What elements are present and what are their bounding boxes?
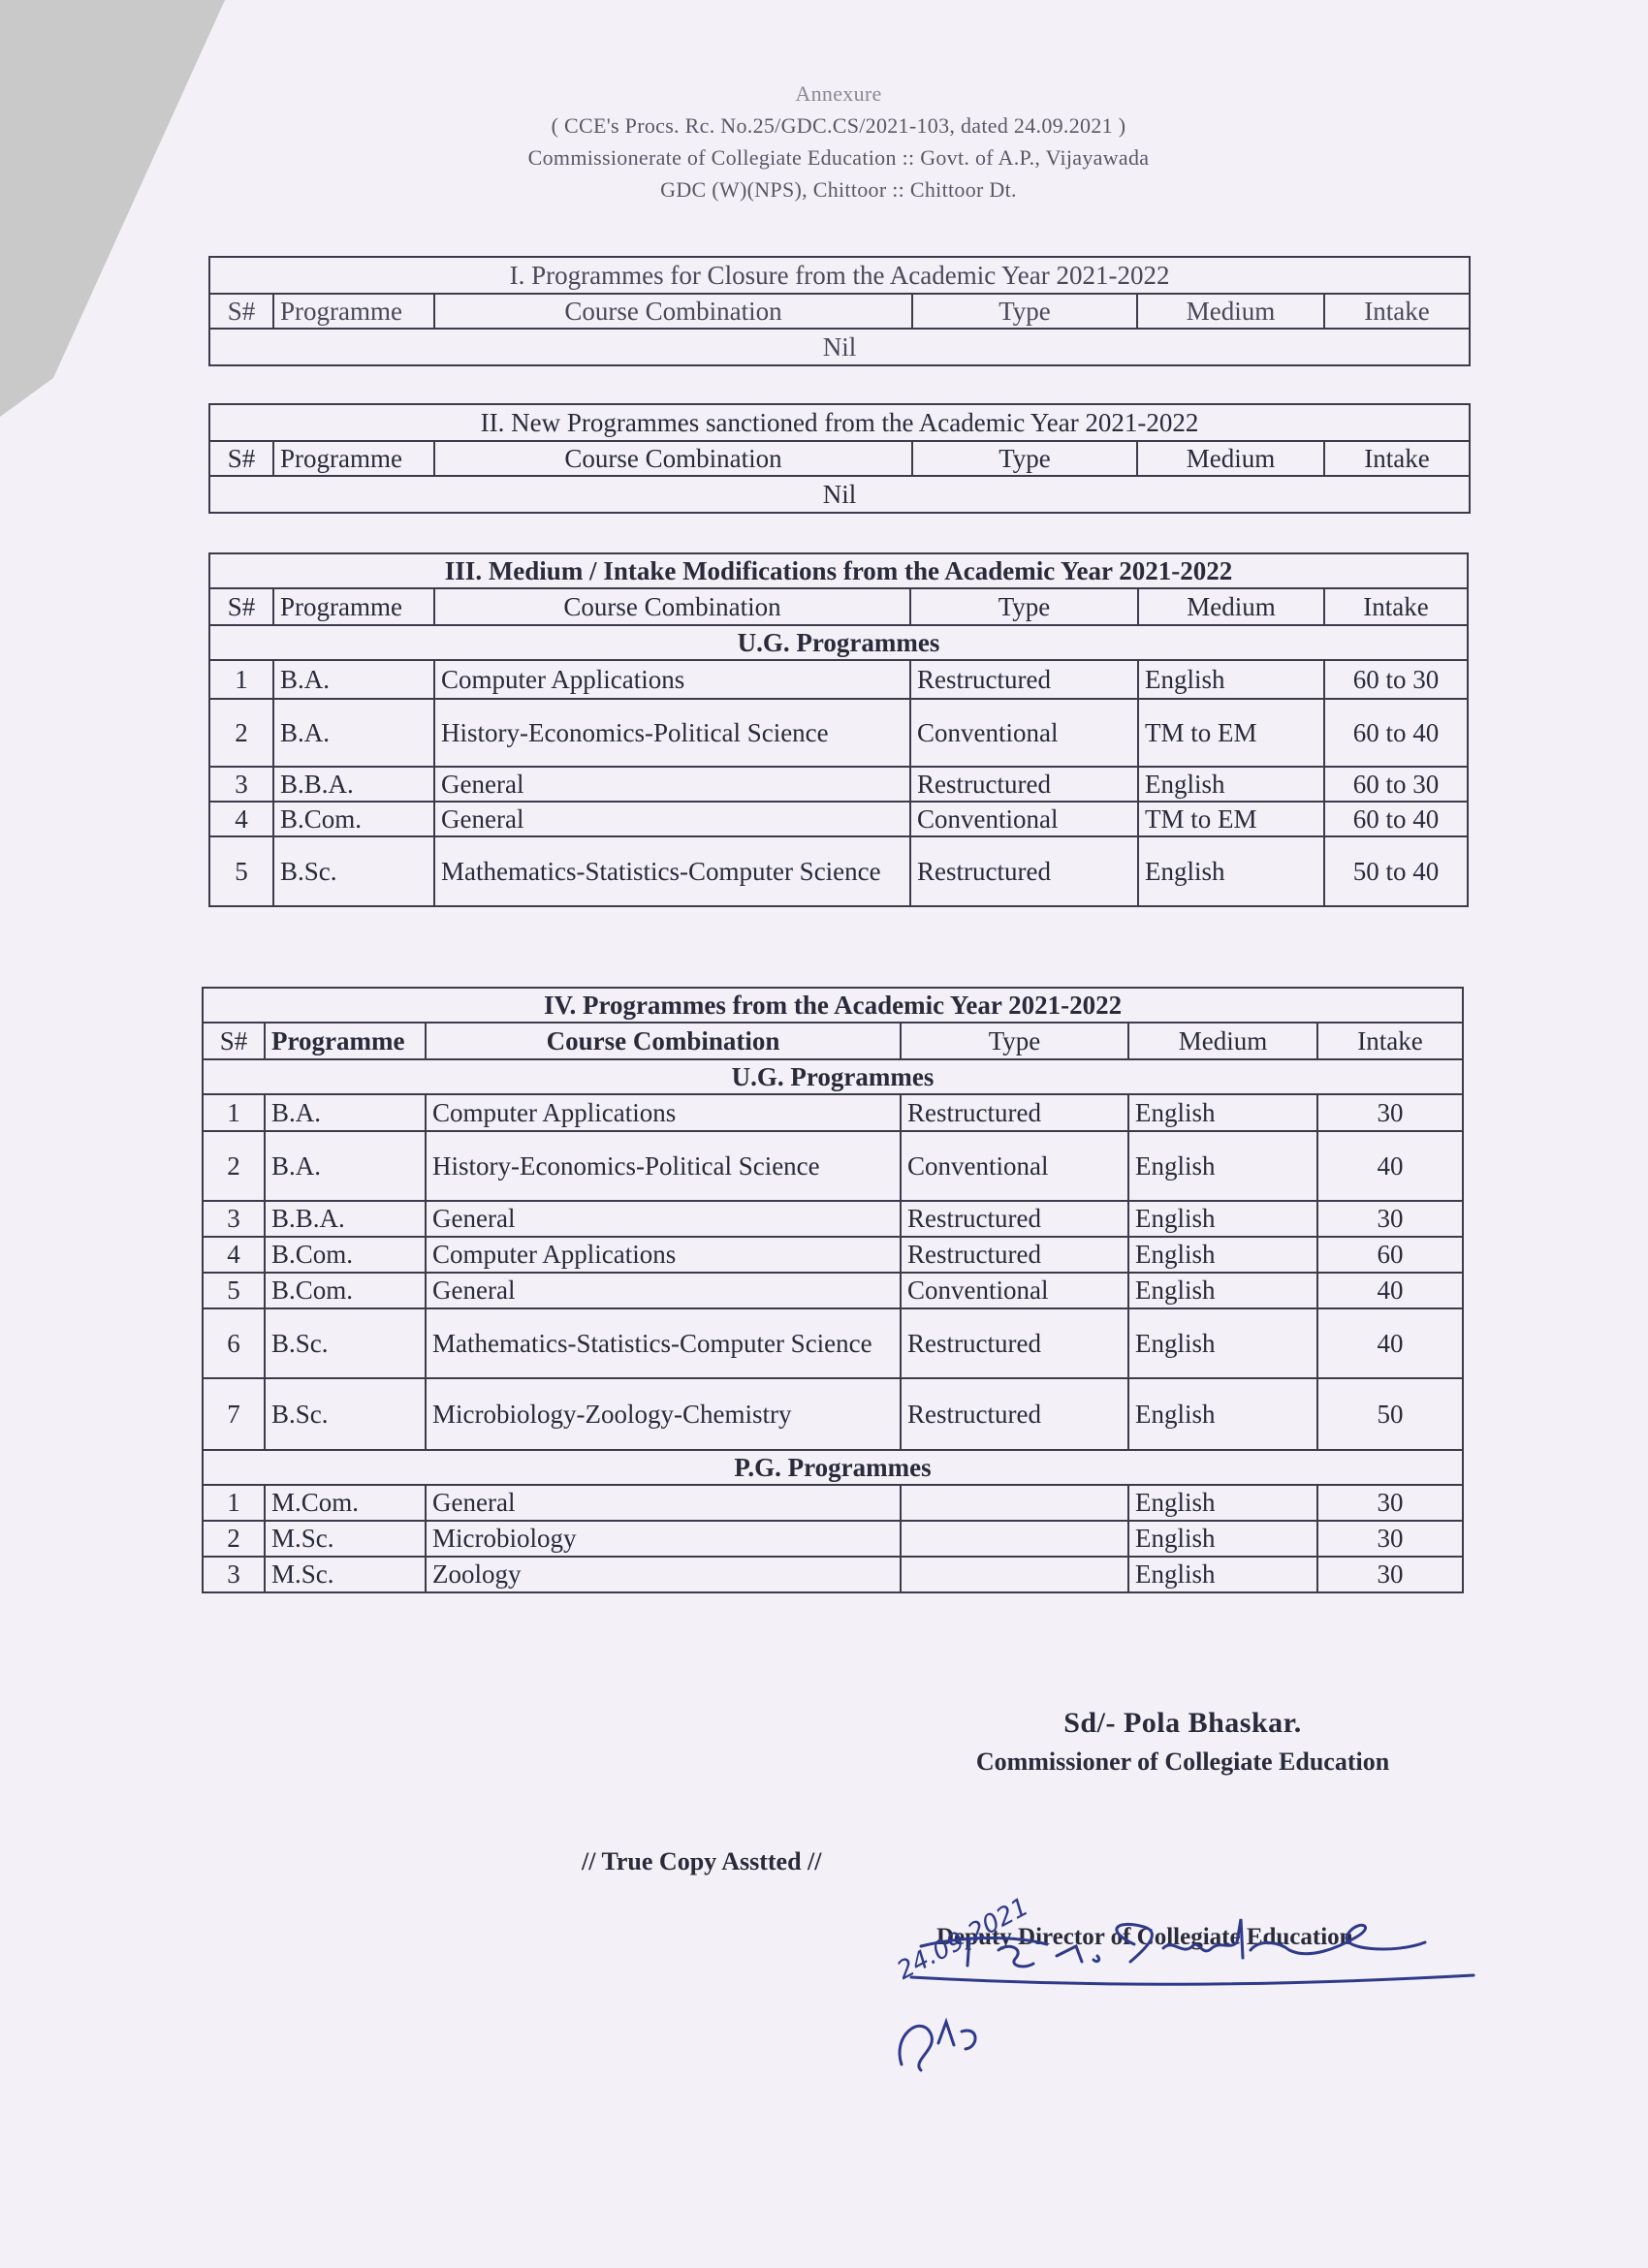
cell-medium: English bbox=[1128, 1557, 1317, 1592]
cell-intake: 30 bbox=[1317, 1557, 1463, 1592]
cell-course: General bbox=[426, 1201, 901, 1237]
col-intake: Intake bbox=[1317, 1023, 1463, 1059]
col-type: Type bbox=[912, 441, 1137, 476]
col-type: Type bbox=[910, 588, 1138, 625]
cell-medium: English bbox=[1128, 1308, 1317, 1378]
cell-course: Microbiology bbox=[426, 1521, 901, 1557]
cell-sno: 3 bbox=[209, 767, 273, 802]
modifications-table bbox=[208, 552, 1469, 907]
col-course: Course Combination bbox=[434, 294, 912, 329]
cell-intake: 50 bbox=[1317, 1378, 1463, 1450]
cell-type: Conventional bbox=[901, 1131, 1128, 1201]
group-heading-ug: U.G. Programmes bbox=[203, 1059, 1463, 1094]
programmes-table bbox=[202, 987, 1464, 1593]
cell-sno: 4 bbox=[209, 802, 273, 836]
cell-course: Computer Applications bbox=[426, 1094, 901, 1131]
cell-medium: TM to EM bbox=[1138, 699, 1324, 767]
cell-sno: 3 bbox=[203, 1201, 265, 1237]
table-row bbox=[203, 1378, 1463, 1450]
cell-intake: 60 to 30 bbox=[1324, 767, 1468, 802]
cell-medium: English bbox=[1128, 1521, 1317, 1557]
col-type: Type bbox=[901, 1023, 1128, 1059]
cell-sno: 2 bbox=[203, 1521, 265, 1557]
cell-course: Computer Applications bbox=[426, 1237, 901, 1273]
empty-note: Nil bbox=[209, 329, 1470, 365]
table-row bbox=[203, 1521, 1463, 1557]
cell-medium: English bbox=[1128, 1273, 1317, 1308]
cell-type: Restructured bbox=[910, 660, 1138, 699]
cell-sno: 6 bbox=[203, 1308, 265, 1378]
table-row bbox=[203, 1201, 1463, 1237]
cell-type: Restructured bbox=[901, 1201, 1128, 1237]
cell-course: General bbox=[434, 767, 910, 802]
signature-block bbox=[911, 1702, 1454, 1780]
cell-course: General bbox=[434, 802, 910, 836]
cell-programme: B.Com. bbox=[265, 1237, 426, 1273]
signatory-designation: Commissioner of Collegiate Education bbox=[975, 1748, 1390, 1776]
cell-type: Restructured bbox=[901, 1308, 1128, 1378]
cell-intake: 50 to 40 bbox=[1324, 836, 1468, 906]
cell-type: Conventional bbox=[901, 1273, 1128, 1308]
cell-programme: B.A. bbox=[265, 1094, 426, 1131]
cell-type: Restructured bbox=[910, 767, 1138, 802]
col-sno: S# bbox=[203, 1023, 265, 1059]
table-row bbox=[203, 1094, 1463, 1131]
cell-type: Restructured bbox=[901, 1378, 1128, 1450]
proceedings-reference: ( CCE's Procs. Rc. No.25/GDC.CS/2021-103, dated 24.09.2021 ) bbox=[551, 113, 1126, 138]
group-heading-pg: P.G. Programmes bbox=[203, 1450, 1463, 1485]
empty-note: Nil bbox=[209, 476, 1470, 513]
cell-course: General bbox=[426, 1485, 901, 1521]
cell-programme: B.Sc. bbox=[273, 836, 434, 906]
cell-sno: 5 bbox=[209, 836, 273, 906]
college-line: GDC (W)(NPS), Chittoor :: Chittoor Dt. bbox=[660, 177, 1017, 202]
col-sno: S# bbox=[209, 294, 273, 329]
cell-intake: 40 bbox=[1317, 1273, 1463, 1308]
cell-intake: 60 to 30 bbox=[1324, 660, 1468, 699]
group-heading-ug: U.G. Programmes bbox=[209, 625, 1468, 660]
col-sno: S# bbox=[209, 588, 273, 625]
col-medium: Medium bbox=[1137, 294, 1324, 329]
cell-medium: TM to EM bbox=[1138, 802, 1324, 836]
table-row bbox=[203, 1308, 1463, 1378]
cell-sno: 2 bbox=[203, 1131, 265, 1201]
cell-sno: 3 bbox=[203, 1557, 265, 1592]
cell-programme: B.B.A. bbox=[273, 767, 434, 802]
col-programme: Programme bbox=[273, 441, 434, 476]
cell-intake: 40 bbox=[1317, 1131, 1463, 1201]
cell-course: Computer Applications bbox=[434, 660, 910, 699]
cell-course: General bbox=[426, 1273, 901, 1308]
cell-medium: English bbox=[1128, 1378, 1317, 1450]
cell-programme: B.Sc. bbox=[265, 1308, 426, 1378]
col-course: Course Combination bbox=[434, 441, 912, 476]
cell-medium: English bbox=[1128, 1485, 1317, 1521]
col-medium: Medium bbox=[1138, 588, 1324, 625]
col-type: Type bbox=[912, 294, 1137, 329]
table-row bbox=[203, 1273, 1463, 1308]
cell-type: Restructured bbox=[901, 1094, 1128, 1131]
col-medium: Medium bbox=[1137, 441, 1324, 476]
handwritten-date: 24.09.2021 bbox=[892, 1892, 1034, 1986]
cell-intake: 30 bbox=[1317, 1094, 1463, 1131]
cell-course: Microbiology-Zoology-Chemistry bbox=[426, 1378, 901, 1450]
cell-programme: B.A. bbox=[273, 660, 434, 699]
cell-programme: B.A. bbox=[273, 699, 434, 767]
cell-programme: M.Sc. bbox=[265, 1521, 426, 1557]
cell-intake: 30 bbox=[1317, 1485, 1463, 1521]
cell-type bbox=[901, 1521, 1128, 1557]
cell-sno: 1 bbox=[203, 1094, 265, 1131]
cell-medium: English bbox=[1138, 660, 1324, 699]
section-title: II. New Programmes sanctioned from the Academic Year 2021-2022 bbox=[209, 404, 1470, 441]
col-course: Course Combination bbox=[426, 1023, 901, 1059]
cell-programme: B.A. bbox=[265, 1131, 426, 1201]
cell-course: History-Economics-Political Science bbox=[426, 1131, 901, 1201]
cell-sno: 2 bbox=[209, 699, 273, 767]
table-row bbox=[209, 836, 1468, 906]
cell-sno: 4 bbox=[203, 1237, 265, 1273]
cell-intake: 60 to 40 bbox=[1324, 699, 1468, 767]
cell-intake: 30 bbox=[1317, 1201, 1463, 1237]
cell-medium: English bbox=[1128, 1201, 1317, 1237]
cell-sno: 5 bbox=[203, 1273, 265, 1308]
section-title: IV. Programmes from the Academic Year 2021-2022 bbox=[203, 988, 1463, 1023]
col-programme: Programme bbox=[273, 294, 434, 329]
new-programmes-table bbox=[208, 403, 1471, 514]
cell-medium: English bbox=[1128, 1094, 1317, 1131]
commissionerate-line: Commissionerate of Collegiate Education :: Govt. of A.P., Vijayawada bbox=[527, 145, 1150, 170]
cell-programme: B.B.A. bbox=[265, 1201, 426, 1237]
cell-intake: 40 bbox=[1317, 1308, 1463, 1378]
cell-type bbox=[901, 1557, 1128, 1592]
annexure-label: Annexure bbox=[795, 81, 882, 106]
cell-medium: English bbox=[1138, 767, 1324, 802]
col-intake: Intake bbox=[1324, 294, 1470, 329]
cell-intake: 60 bbox=[1317, 1237, 1463, 1273]
cell-sno: 1 bbox=[209, 660, 273, 699]
cell-intake: 30 bbox=[1317, 1521, 1463, 1557]
table-row bbox=[203, 1237, 1463, 1273]
table-row bbox=[209, 767, 1468, 802]
table-row bbox=[209, 699, 1468, 767]
col-programme: Programme bbox=[265, 1023, 426, 1059]
cell-programme: B.Sc. bbox=[265, 1378, 426, 1450]
cell-programme: B.Com. bbox=[265, 1273, 426, 1308]
cell-course: Mathematics-Statistics-Computer Science bbox=[426, 1308, 901, 1378]
table-row bbox=[203, 1557, 1463, 1592]
cell-course: History-Economics-Political Science bbox=[434, 699, 910, 767]
cell-programme: B.Com. bbox=[273, 802, 434, 836]
cell-type: Conventional bbox=[910, 802, 1138, 836]
cell-medium: English bbox=[1128, 1131, 1317, 1201]
table-row bbox=[209, 660, 1468, 699]
document-header bbox=[0, 78, 1648, 205]
col-programme: Programme bbox=[273, 588, 434, 625]
col-medium: Medium bbox=[1128, 1023, 1317, 1059]
cell-type: Restructured bbox=[901, 1237, 1128, 1273]
true-copy-label: // True Copy Asstted // bbox=[582, 1847, 822, 1875]
cell-intake: 60 to 40 bbox=[1324, 802, 1468, 836]
cell-type bbox=[901, 1485, 1128, 1521]
signatory-name: Sd/- Pola Bhaskar. bbox=[1063, 1707, 1302, 1739]
table-row bbox=[203, 1131, 1463, 1201]
cell-course: Zoology bbox=[426, 1557, 901, 1592]
cell-type: Conventional bbox=[910, 699, 1138, 767]
cell-type: Restructured bbox=[910, 836, 1138, 906]
cell-sno: 7 bbox=[203, 1378, 265, 1450]
col-sno: S# bbox=[209, 441, 273, 476]
cell-programme: M.Com. bbox=[265, 1485, 426, 1521]
cell-medium: English bbox=[1128, 1237, 1317, 1273]
cell-course: Mathematics-Statistics-Computer Science bbox=[434, 836, 910, 906]
closure-programmes-table bbox=[208, 256, 1471, 366]
cell-programme: M.Sc. bbox=[265, 1557, 426, 1592]
table-row bbox=[203, 1485, 1463, 1521]
col-course: Course Combination bbox=[434, 588, 910, 625]
col-intake: Intake bbox=[1324, 441, 1470, 476]
attesting-officer-designation: Deputy Director of Collegiate Education bbox=[936, 1924, 1353, 1950]
col-intake: Intake bbox=[1324, 588, 1468, 625]
table-row bbox=[209, 802, 1468, 836]
section-title: I. Programmes for Closure from the Academic Year 2021-2022 bbox=[209, 257, 1470, 294]
section-title: III. Medium / Intake Modifications from the Academic Year 2021-2022 bbox=[209, 553, 1468, 588]
cell-medium: English bbox=[1138, 836, 1324, 906]
cell-sno: 1 bbox=[203, 1485, 265, 1521]
